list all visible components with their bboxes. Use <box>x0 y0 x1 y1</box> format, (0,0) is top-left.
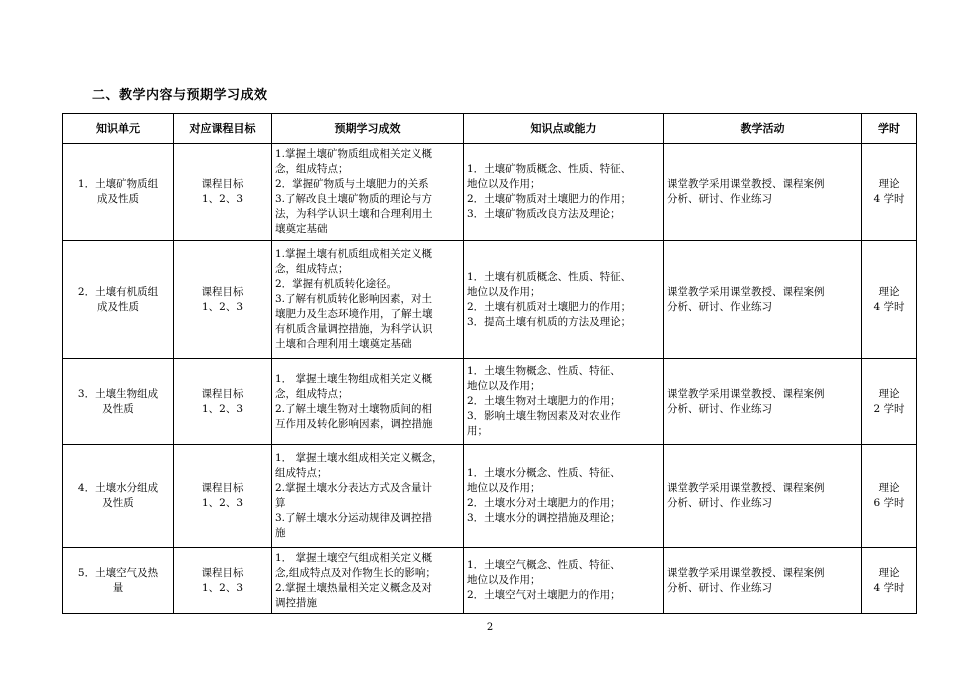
table-row <box>63 445 917 548</box>
cell-knowledge-line: 地位以及作用； <box>467 285 541 298</box>
cell-knowledge-line: 2．土壤矿物质对土壤肥力的作用； <box>467 193 632 205</box>
cell-outcome-line: 念，组成特点； <box>275 263 349 275</box>
cell-outcome-line: 1． 掌握土壤空气组成相关定义概 <box>275 551 433 564</box>
teaching-content-table <box>62 113 917 614</box>
cell-goal-line: 课程目标 <box>201 178 244 190</box>
cell-activity <box>664 548 862 614</box>
cell-outcome <box>272 144 464 241</box>
cell-goal <box>174 241 272 359</box>
cell-knowledge-line: 3．土壤水分的调控措施及理论； <box>467 512 621 524</box>
cell-outcome <box>272 548 464 614</box>
cell-goal-line: 课程目标 <box>201 285 244 298</box>
cell-hours-line: 4 学时 <box>873 193 905 205</box>
cell-unit-line: 3．土壤生物组成 <box>77 387 159 400</box>
cell-activity-line: 分析、研讨、作业练习 <box>667 581 772 594</box>
table-row <box>63 241 917 359</box>
cell-goal <box>174 548 272 614</box>
cell-activity-line: 分析、研讨、作业练习 <box>667 193 772 205</box>
cell-outcome-line: 壤奠定基础 <box>275 223 328 235</box>
cell-unit <box>63 548 174 614</box>
cell-knowledge-line: 1．土壤空气概念、性质、特征、 <box>467 559 621 571</box>
cell-outcome-line: 2．掌握矿物质与土壤肥力的关系 <box>275 178 429 190</box>
cell-hours-line: 理论 <box>878 178 900 190</box>
cell-knowledge-line: 3．影响土壤生物因素及对农业作 <box>467 410 621 422</box>
cell-activity <box>664 445 862 548</box>
page-number: 2 <box>486 622 494 633</box>
cell-activity-line: 分析、研讨、作业练习 <box>667 497 772 509</box>
cell-outcome-line: 互作用及转化影响因素，调控措施 <box>275 417 433 430</box>
cell-knowledge-line: 2．土壤生物对土壤肥力的作用； <box>467 395 621 407</box>
cell-activity-line: 课堂教学采用课堂教授、课程案例 <box>667 482 825 494</box>
cell-knowledge <box>464 445 664 548</box>
cell-hours <box>862 445 917 548</box>
cell-knowledge <box>464 144 664 241</box>
cell-unit-line: 4．土壤水分组成 <box>77 482 159 494</box>
cell-outcome-line: 1． 掌握土壤水组成相关定义概念， <box>275 452 443 464</box>
cell-hours <box>862 144 917 241</box>
cell-hours <box>862 548 917 614</box>
cell-outcome <box>272 359 464 445</box>
cell-goal-line: 课程目标 <box>201 566 244 579</box>
cell-hours-line: 4 学时 <box>873 581 905 594</box>
cell-unit <box>63 144 174 241</box>
cell-knowledge-line: 3．提高土壤有机质的方法及理论； <box>467 315 632 328</box>
cell-hours-line: 理论 <box>878 387 900 400</box>
cell-activity-line: 课堂教学采用课堂教授、课程案例 <box>667 566 825 579</box>
cell-unit <box>63 445 174 548</box>
cell-goal-line: 1、2、3 <box>201 402 244 415</box>
cell-goal-line: 1、2、3 <box>201 193 244 205</box>
cell-outcome <box>272 241 464 359</box>
cell-knowledge-line: 2．土壤空气对土壤肥力的作用； <box>467 589 621 601</box>
cell-outcome-line: 土壤和合理利用土壤奠定基础 <box>275 338 412 350</box>
cell-outcome-line: 施 <box>275 527 286 539</box>
cell-outcome-line: 法，为科学认识土壤和合理利用土 <box>275 208 433 220</box>
cell-knowledge-line: 2．土壤有机质对土壤肥力的作用； <box>467 300 632 313</box>
cell-knowledge <box>464 548 664 614</box>
cell-knowledge-line: 地位以及作用； <box>467 178 541 190</box>
cell-unit-line: 成及性质 <box>97 300 139 313</box>
cell-activity-line: 课堂教学采用课堂教授、课程案例 <box>667 387 825 400</box>
cell-knowledge-line: 地位以及作用； <box>467 482 541 494</box>
cell-hours <box>862 359 917 445</box>
cell-unit-line: 及性质 <box>102 497 134 509</box>
cell-outcome-line: 有机质含量调控措施，为科学认识 <box>275 323 433 335</box>
cell-unit-line: 成及性质 <box>97 193 139 205</box>
cell-unit-line: 1．土壤矿物质组 <box>77 178 159 190</box>
cell-knowledge-line: 1．土壤水分概念、性质、特征、 <box>467 467 621 479</box>
cell-outcome-line: 2．掌握有机质转化途径。 <box>275 278 398 290</box>
cell-knowledge-line: 地位以及作用； <box>467 380 541 392</box>
cell-hours-line: 4 学时 <box>873 300 905 313</box>
cell-activity <box>664 359 862 445</box>
table-row <box>63 359 917 445</box>
cell-outcome-line: 1.掌握土壤矿物质组成相关定义概 <box>275 148 433 160</box>
cell-goal-line: 1、2、3 <box>201 497 244 509</box>
cell-outcome-line: 2.掌握土壤热量相关定义概念及对 <box>275 581 433 594</box>
cell-outcome-line: 3.了解土壤水分运动规律及调控措 <box>275 512 433 524</box>
cell-outcome-line: 1.掌握土壤有机质组成相关定义概 <box>275 248 433 260</box>
cell-goal <box>174 359 272 445</box>
header-unit: 知识单元 <box>63 114 174 144</box>
header-knowledge: 知识点或能力 <box>464 114 664 144</box>
cell-hours-line: 理论 <box>878 285 900 298</box>
cell-unit <box>63 359 174 445</box>
cell-knowledge-line: 地位以及作用； <box>467 574 541 586</box>
cell-knowledge-line: 2．土壤水分对土壤肥力的作用； <box>467 497 621 509</box>
table-row <box>63 548 917 614</box>
cell-unit-line: 及性质 <box>102 402 134 415</box>
cell-hours-line: 6 学时 <box>873 497 905 509</box>
cell-goal-line: 1、2、3 <box>201 581 244 594</box>
cell-activity-line: 分析、研讨、作业练习 <box>667 402 772 415</box>
cell-knowledge-line: 1．土壤生物概念、性质、特征、 <box>467 365 621 377</box>
cell-hours <box>862 241 917 359</box>
cell-knowledge-line: 1．土壤有机质概念、性质、特征、 <box>467 270 632 283</box>
cell-goal-line: 课程目标 <box>201 482 244 494</box>
cell-outcome-line: 组成特点； <box>275 467 328 479</box>
cell-outcome-line: 1． 掌握土壤生物组成相关定义概 <box>275 372 433 385</box>
table-header-row <box>63 114 917 144</box>
cell-goal <box>174 445 272 548</box>
cell-activity-line: 分析、研讨、作业练习 <box>667 300 772 313</box>
cell-outcome-line: 调控措施 <box>275 596 317 609</box>
cell-knowledge <box>464 359 664 445</box>
cell-hours-line: 理论 <box>878 482 900 494</box>
header-activity: 教学活动 <box>664 114 862 144</box>
cell-outcome-line: 念，组成特点； <box>275 387 349 400</box>
cell-outcome <box>272 445 464 548</box>
cell-outcome-line: 念，组成特点； <box>275 163 349 175</box>
cell-outcome-line: 壤肥力及生态环境作用，了解土壤 <box>275 308 433 320</box>
cell-outcome-line: 2.掌握土壤水分表达方式及含量计 <box>275 482 433 494</box>
cell-outcome-line: 算 <box>275 497 286 509</box>
cell-activity <box>664 144 862 241</box>
cell-outcome-line: 2.了解土壤生物对土壤物质间的相 <box>275 402 433 415</box>
table-row <box>63 144 917 241</box>
cell-unit-line: 2．土壤有机质组 <box>77 285 159 298</box>
section-title: 二、教学内容与预期学习成效 <box>92 88 268 103</box>
cell-unit <box>63 241 174 359</box>
cell-hours-line: 2 学时 <box>873 402 905 415</box>
cell-hours-line: 理论 <box>878 566 900 579</box>
cell-knowledge-line: 3．土壤矿物质改良方法及理论； <box>467 208 621 220</box>
cell-goal-line: 课程目标 <box>201 387 244 400</box>
cell-activity-line: 课堂教学采用课堂教授、课程案例 <box>667 178 825 190</box>
cell-knowledge <box>464 241 664 359</box>
cell-knowledge-line: 用； <box>467 425 488 437</box>
cell-unit-line: 5．土壤空气及热 <box>77 566 159 579</box>
header-hours: 学时 <box>862 114 917 144</box>
cell-unit-line: 量 <box>112 581 124 594</box>
cell-goal-line: 1、2、3 <box>201 300 244 313</box>
cell-activity-line: 课堂教学采用课堂教授、课程案例 <box>667 285 825 298</box>
header-goal: 对应课程目标 <box>174 114 272 144</box>
cell-outcome-line: 3.了解改良土壤矿物质的理论与方 <box>275 193 433 205</box>
cell-goal <box>174 144 272 241</box>
cell-outcome-line: 念,组成特点及对作物生长的影响； <box>275 566 436 579</box>
cell-outcome-line: 3.了解有机质转化影响因素，对土 <box>275 293 433 305</box>
cell-knowledge-line: 1．土壤矿物质概念、性质、特征、 <box>467 163 632 175</box>
cell-activity <box>664 241 862 359</box>
header-outcome: 预期学习成效 <box>272 114 464 144</box>
